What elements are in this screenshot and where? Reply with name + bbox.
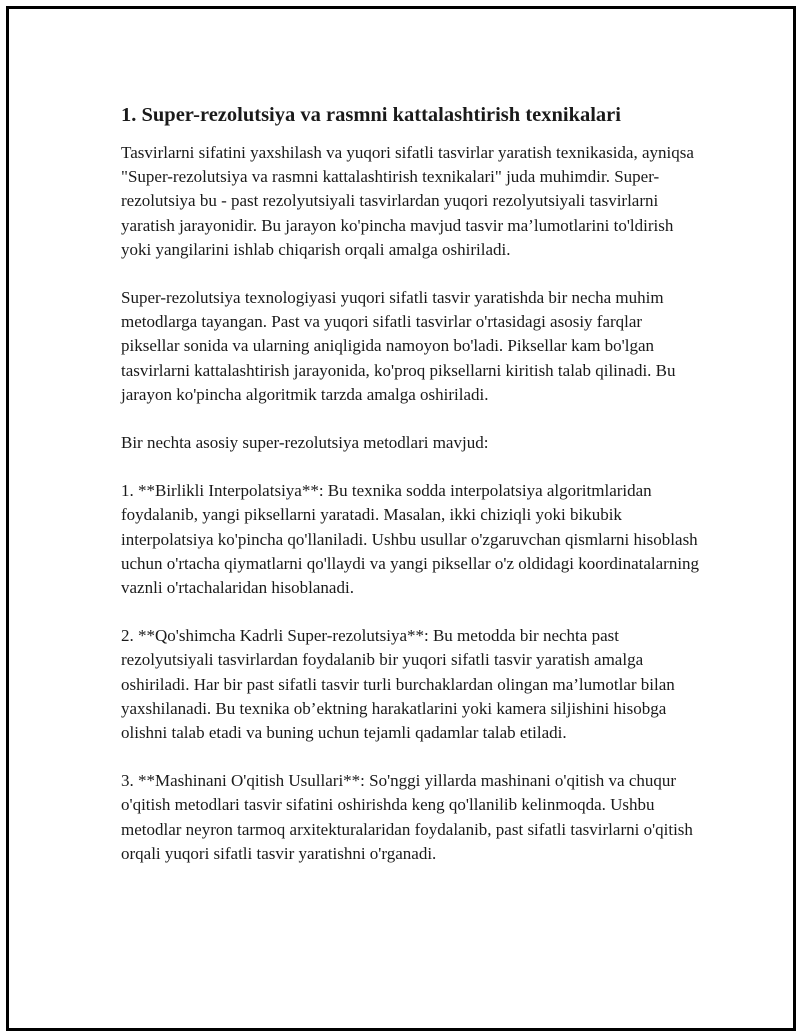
paragraph-method-2: 2. **Qo'shimcha Kadrli Super-rezolutsiya**: Bu metodda bir nechta past rezolyutsiyali tasvirlardan foydalanib bir yuqori sifatli tasvir yaratish amalga oshiriladi. Har bir past sifatli tasvir turli burchaklardan olingan ma’lumotlar bilan yaxshilanadi. Bu texnika ob’ektning harakatlarini yoki kamera siljishini hisobga olishni talab etadi va buning uchun tejamli qadamlar talab etiladi. bbox=[121, 626, 675, 743]
paragraph-method-3: 3. **Mashinani O'qitish Usullari**: So'nggi yillarda mashinani o'qitish va chuqur o'qitish metodlari tasvir sifatini oshirishda keng qo'llanilib kelinmoqda. Ushbu metodlar neyron tarmoq arxitekturalaridan foydalanib, past sifatli tasvirlarni o'qitish orqali yuqori sifatli tasvir yaratishni o'rganadi. bbox=[121, 771, 693, 863]
paragraph-method-1: 1. **Birlikli Interpolatsiya**: Bu texnika sodda interpolatsiya algoritmlaridan foydalanib, yangi piksellarni yaratadi. Masalan, ikki chiziqli yoki bikubik interpolatsiya ko'pincha qo'llaniladi. Ushbu usullar o'zgaruvchan qismlarni hisoblash uchun o'rtacha qiymatlarni qo'llaydi va yangi piksellar o'z oldidagi koordinatalarning vaznli o'rtachalaridan hisoblanadi. bbox=[121, 481, 700, 598]
paragraph-technology: Super-rezolutsiya texnologiyasi yuqori sifatli tasvir yaratishda bir necha muhim metodlarga tayangan. Past va yuqori sifatli tasvirlar o'rtasidagi asosiy farqlar piksellar sonida va ularning aniqligida namoyon bo'ladi. Piksellar kam bo'lgan tasvirlarni kattalashtirish jarayonida, ko'proq piksellarni kiritish talab qilinadi. Bu jarayon ko'pincha algoritmik tarzda amalga oshiriladi. bbox=[121, 288, 676, 404]
paragraph-methods-intro: Bir nechta asosiy super-rezolutsiya metodlari mavjud: bbox=[121, 433, 489, 453]
page-frame bbox=[6, 6, 796, 1031]
section-title: 1. Super-rezolutsiya va rasmni kattalashtirish texnikalari bbox=[121, 104, 621, 126]
paragraph-intro: Tasvirlarni sifatini yaxshilash va yuqori sifatli tasvirlar yaratish texnikasida, ayniqsa "Super-rezolutsiya va rasmni kattalashtirish texnikalari" juda muhimdir. Super-rezolutsiya bu - past rezolyutsiyali tasvirlardan yuqori rezolyutsiyali tasvirlarni yaratish jarayonidir. Bu jarayon ko'pincha mavjud tasvir ma’lumotlarini to'ldirish yoki yangilarini ishlab chiqarish orqali amalga oshiriladi. bbox=[121, 143, 694, 259]
document-body bbox=[121, 103, 701, 890]
